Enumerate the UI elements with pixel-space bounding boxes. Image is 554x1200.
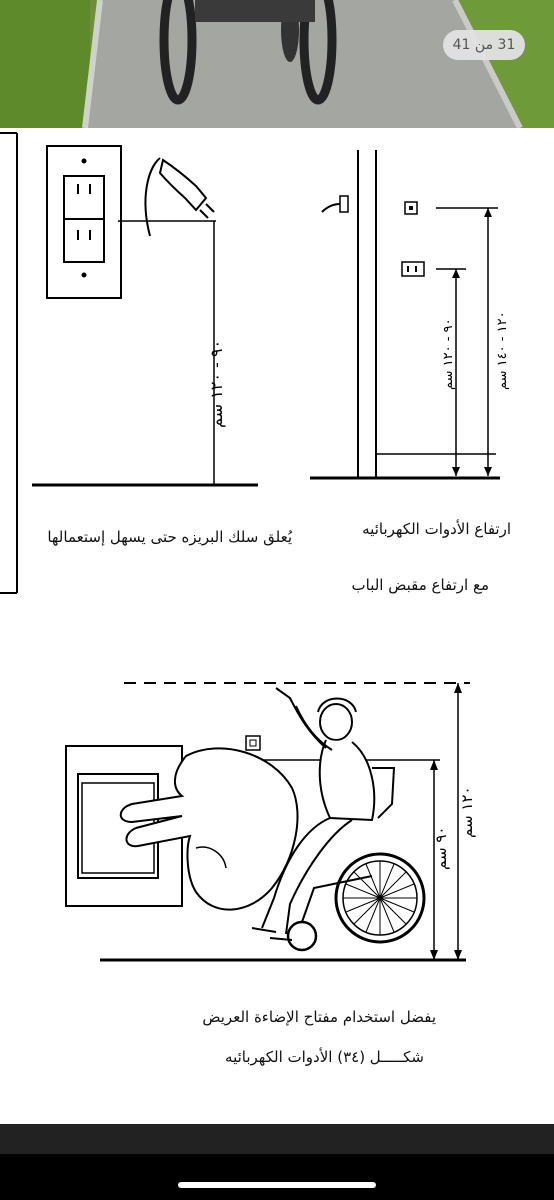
switch-dimension-high: ١٢٠ - ١٤٠ سم <box>495 311 510 390</box>
switch-dimension-low: ٩٠ - ١٢٠ سم <box>441 318 456 390</box>
document-page <box>0 128 554 1124</box>
caption-switch-height-line2: مع ارتفاع مقبض الباب <box>351 576 489 594</box>
figure-drawings <box>0 128 554 1124</box>
wheelchair-dimension-inner: ٩٠ سم <box>432 826 450 870</box>
home-indicator[interactable] <box>178 1182 376 1188</box>
caption-figure-34: شكـــــل (٣٤) الأدوات الكهربائيه <box>225 1048 424 1066</box>
outlet-dimension-label: ٩٠ - ١٢٠ سم <box>207 339 226 428</box>
switch-height-figure <box>310 150 510 478</box>
caption-outlet: يُعلق سلك البريزه حتى يسهل إستعمالها <box>47 528 292 546</box>
photo-wheelchair-pavement <box>0 0 554 128</box>
photo-illustration <box>0 0 554 128</box>
outlet-figure <box>32 146 258 485</box>
caption-wide-switch: يفضل استخدام مفتاح الإضاءة العريض <box>202 1008 436 1026</box>
wheelchair-dimension-outer: ١٢٠ سم <box>458 786 476 838</box>
wheelchair-switch-figure <box>66 683 476 960</box>
bottom-toolbar <box>0 1124 554 1154</box>
caption-switch-height-line1: ارتفاع الأدوات الكهربائيه <box>362 520 511 538</box>
page-counter[interactable]: 31 من 41 <box>443 30 525 60</box>
